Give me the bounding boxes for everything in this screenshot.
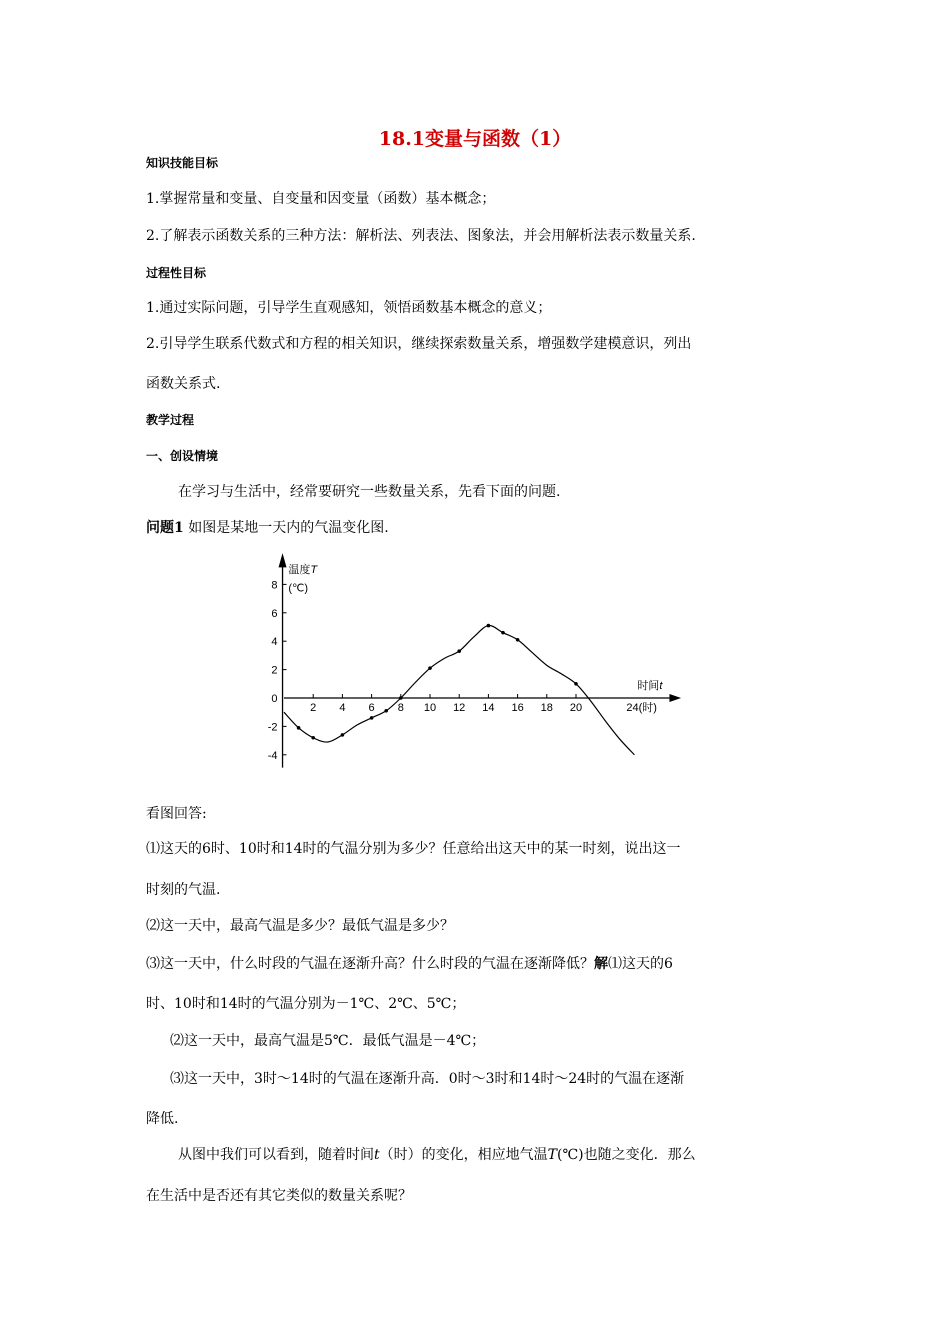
question-1: ⑴这天的6时、10时和14时的气温分别为多少？任意给出这天中的某一时刻，说出这一 [146, 841, 681, 857]
question-3-and-solution [146, 953, 816, 973]
process-goal-2-cont: 函数关系式. [146, 376, 221, 392]
conclusion-var-T: T [547, 1147, 557, 1163]
y-axis-label: 温度T [288, 564, 318, 577]
x-axis-label: 时间t [637, 680, 663, 692]
solution-label: 解 [594, 956, 608, 972]
heading-process-goals: 过程性目标 [146, 266, 207, 280]
x-tick-label: 4 [339, 702, 346, 714]
y-tick-label: 2 [271, 664, 278, 677]
question-2: ⑵这一天中，最高气温是多少？最低气温是多少？ [146, 918, 454, 934]
intro-paragraph: 在学习与生活中，经常要研究一些数量关系，先看下面的问题. [178, 484, 561, 500]
data-point [399, 696, 403, 700]
knowledge-goal-1: 1.掌握常量和变量、自变量和因变量（函数）基本概念； [146, 191, 496, 207]
x-tick-label: 2 [310, 702, 317, 714]
x-tick-label: 12 [453, 702, 466, 714]
y-tick-label: -4 [267, 749, 278, 762]
problem-label: 问题1 [146, 520, 184, 536]
y-tick-label: 4 [271, 636, 278, 649]
x-tick-label: 14 [482, 702, 495, 714]
y-axis-arrow [279, 553, 287, 567]
question-1-cont: 时刻的气温. [146, 882, 221, 898]
x-tick-label: 18 [540, 702, 553, 714]
x-tick-label: 10 [423, 702, 437, 714]
document-title: 18.1变量与函数（1） [378, 128, 572, 150]
solution-1-cont: 时、10时和14时的气温分别为－1℃、2℃、5℃； [146, 996, 466, 1012]
conclusion-text-1: 从图中我们可以看到，随着时间 [178, 1147, 374, 1163]
heading-section-1: 一、创设情境 [146, 449, 219, 463]
x-tick-label: 8 [397, 702, 404, 714]
temperature-curve [284, 626, 634, 755]
x-tick-label: 16 [511, 702, 524, 714]
conclusion-paragraph-cont: 在生活中是否还有其它类似的数量关系呢？ [146, 1188, 412, 1204]
data-point [341, 733, 345, 737]
conclusion-text-3: (℃)也随之变化．那么 [556, 1147, 696, 1163]
problem-text: 如图是某地一天内的气温变化图. [188, 520, 389, 536]
data-point [297, 726, 301, 730]
knowledge-goal-2: 2.了解表示函数关系的三种方法：解析法、列表法、图象法，并会用解析法表示数量关系. [146, 228, 696, 244]
x-axis-variable: t [659, 680, 663, 692]
solution-1: ⑴这天的6 [608, 956, 673, 972]
data-point [457, 649, 461, 653]
data-point [516, 638, 520, 642]
data-point [487, 624, 491, 628]
y-tick-label: 6 [271, 607, 278, 620]
data-point [384, 709, 388, 713]
y-axis-variable: T [310, 564, 318, 577]
x-axis-unit: 24(时) [626, 702, 657, 714]
x-tick-label: 20 [569, 702, 583, 714]
look-answer-prompt: 看图回答: [146, 806, 207, 822]
x-tick-label: 6 [368, 702, 375, 714]
solution-3-cont: 降低. [146, 1111, 179, 1127]
data-point [428, 666, 432, 670]
conclusion-var-t: t [374, 1147, 380, 1163]
data-point [370, 716, 374, 720]
y-tick-label: 0 [271, 693, 278, 705]
question-3: ⑶这一天中，什么时段的气温在逐渐升高？什么时段的气温在逐渐降低？ [146, 956, 594, 972]
conclusion-text-2: （时）的变化，相应地气温 [379, 1147, 548, 1163]
heading-teaching-process: 教学过程 [146, 413, 195, 427]
y-tick-label: 8 [271, 579, 278, 592]
heading-knowledge-goals: 知识技能目标 [146, 156, 219, 170]
solution-2: ⑵这一天中，最高气温是5℃．最低气温是－4℃； [170, 1033, 486, 1049]
x-axis-arrow [669, 694, 681, 702]
process-goal-2: 2.引导学生联系代数式和方程的相关知识，继续探索数量关系，增强数学建模意识，列出 [146, 336, 692, 352]
y-axis-unit: (℃) [288, 582, 309, 595]
solution-3: ⑶这一天中，3时～14时的气温在逐渐升高．0时～3时和14时～24时的气温在逐渐 [170, 1071, 685, 1087]
data-point [311, 736, 315, 740]
conclusion-paragraph [178, 1144, 848, 1164]
process-goal-1: 1.通过实际问题，引导学生直观感知，领悟函数基本概念的意义； [146, 300, 552, 316]
data-point [574, 682, 578, 686]
data-point [501, 631, 505, 635]
y-tick-label: -2 [267, 721, 278, 734]
